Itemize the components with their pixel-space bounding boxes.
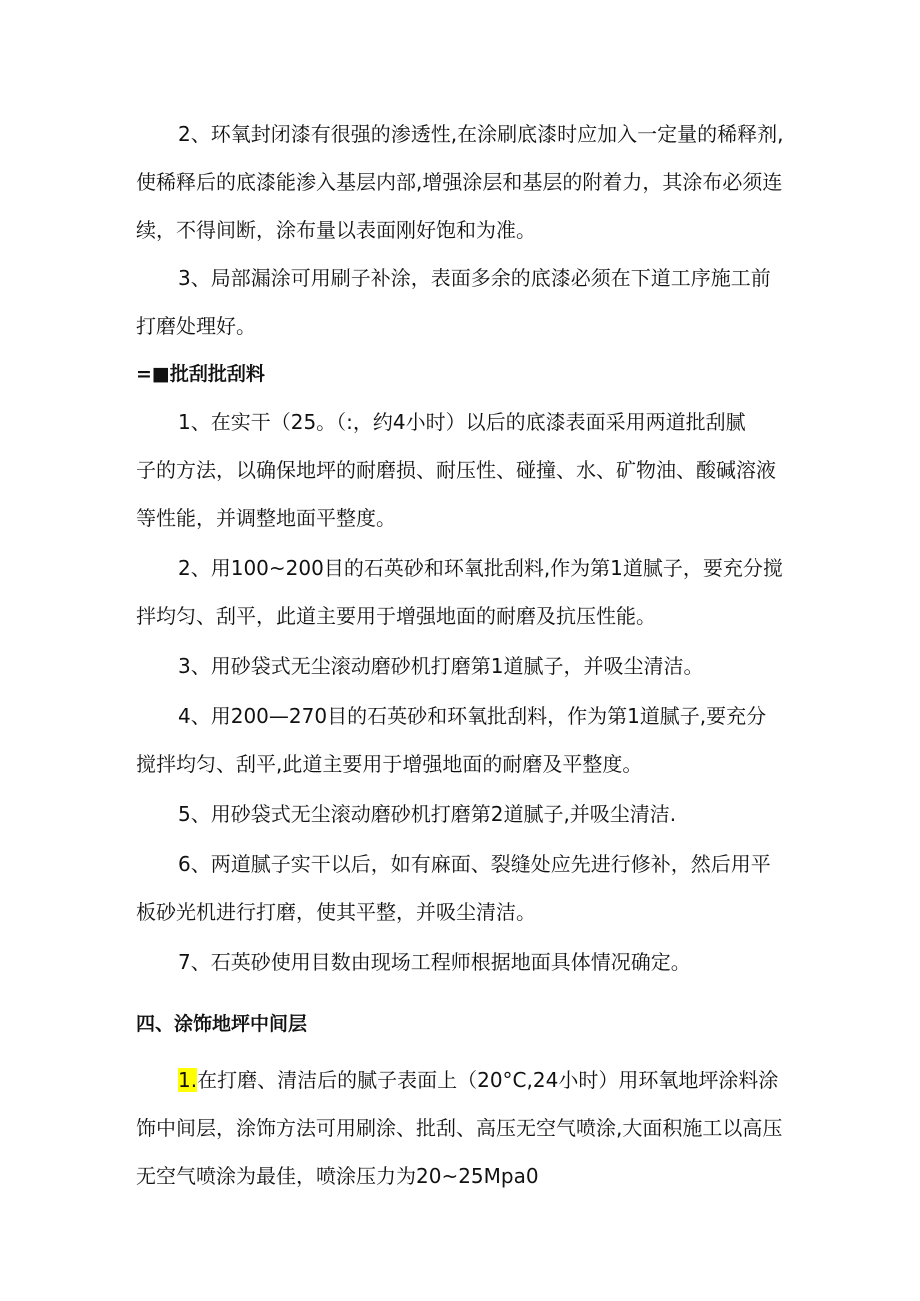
paragraph-putty-step-7 (136, 938, 796, 986)
text-line (136, 1056, 796, 1104)
text-line: 7、石英砂使用目数由现场工程师根据地面具体情况确定。 (178, 950, 691, 974)
text-line: 续，不得间断，涂布量以表面刚好饱和为准。 (136, 218, 536, 242)
text-line: 饰中间层，涂饰方法可用刷涂、批刮、高压无空气喷涂,大面积施工以高压 (136, 1116, 783, 1140)
text-line: 3、用砂袋式无尘滚动磨砂机打磨第1道腻子，并吸尘清洁。 (178, 654, 704, 678)
text-line: 板砂光机进行打磨，使其平整，并吸尘清洁。 (136, 900, 536, 924)
text-line: 搅拌均匀、刮平,此道主要用于增强地面的耐磨及平整度。 (136, 752, 643, 776)
paragraph-putty-step-6 (136, 840, 796, 936)
text-line-rest: 在打磨、清洁后的腻子表面上（20°C,24小时）用环氧地坪涂料涂 (197, 1068, 779, 1092)
paragraph-middle-coat-step-1 (136, 1056, 796, 1200)
text-line: 6、两道腻子实干以后，如有麻面、裂缝处应先进行修补，然后用平 (178, 852, 771, 876)
paragraph-putty-step-4 (136, 692, 796, 788)
text-line: 拌均匀、刮平，此道主要用于增强地面的耐磨及抗压性能。 (136, 604, 656, 628)
section-heading-middle-coat: 四、涂饰地坪中间层 (136, 1013, 308, 1035)
paragraph-primer-penetration (136, 110, 796, 254)
text-line: 子的方法，以确保地坪的耐磨损、耐压性、碰撞、水、矿物油、酸碱溶液 (136, 458, 776, 482)
text-line: 5、用砂袋式无尘滚动磨砂机打磨第2道腻子,并吸尘清洁. (178, 802, 677, 826)
text-line: 打磨处理好。 (136, 314, 256, 338)
paragraph-putty-step-5 (136, 790, 796, 838)
text-line: 使稀释后的底漆能渗入基层内部,增强涂层和基层的附着力，其涂布必须连 (136, 170, 783, 194)
text-line: 2、环氧封闭漆有很强的渗透性,在涂刷底漆时应加入一定量的稀释剂, (178, 122, 784, 146)
text-line: 4、用200—270目的石英砂和环氧批刮料，作为第1道腻子,要充分 (178, 704, 767, 728)
text-line: 2、用100~200目的石英砂和环氧批刮料,作为第1道腻子，要充分搅 (178, 556, 783, 580)
section-heading-putty: =■批刮批刮料 (136, 363, 265, 385)
text-line: 无空气喷涂为最佳，喷涂压力为20~25Mpa0 (136, 1164, 539, 1188)
paragraph-putty-step-2 (136, 544, 796, 640)
text-line: 等性能，并调整地面平整度。 (136, 506, 396, 530)
paragraph-primer-touchup (136, 254, 796, 350)
text-line: 1、在实干（25。（:，约4小时）以后的底漆表面采用两道批刮腻 (178, 410, 746, 434)
paragraph-putty-step-3 (136, 642, 796, 690)
highlighted-number: 1. (178, 1068, 198, 1092)
paragraph-putty-step-1 (136, 398, 796, 542)
text-line: 3、局部漏涂可用刷子补涂，表面多余的底漆必须在下道工序施工前 (178, 266, 771, 290)
